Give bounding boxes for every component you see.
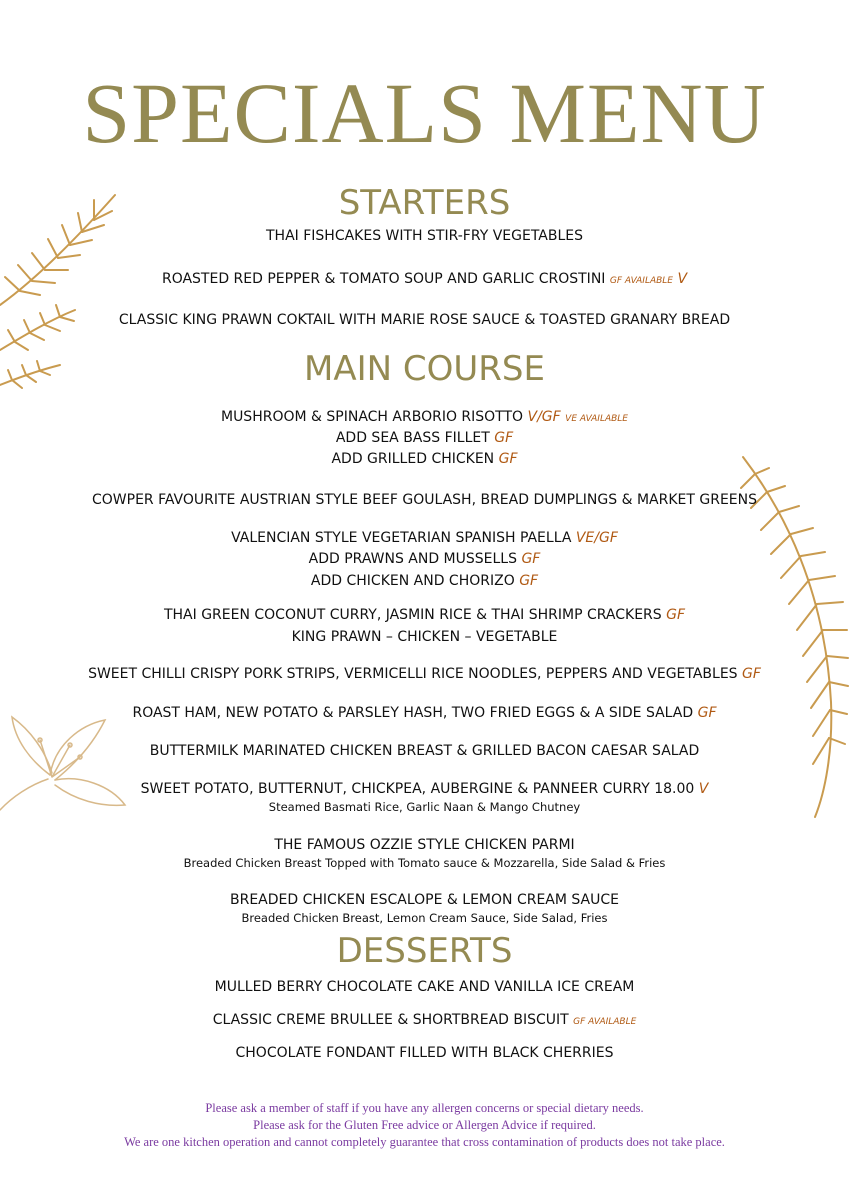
- menu-item: COWPER FAVOURITE AUSTRIAN STYLE BEEF GOULASH, BREAD DUMPLINGS & MARKET GREENS: [91, 492, 757, 508]
- menu-item-description: Breaded Chicken Breast, Lemon Cream Sauce, Side Salad, Fries: [241, 911, 608, 925]
- lily-flower-icon: [0, 705, 130, 815]
- menu-item: CLASSIC CREME BRULLEE & SHORTBREAD BISCUIT GF AVAILABLE: [212, 1012, 637, 1028]
- menu-item: SWEET CHILLI CRISPY PORK STRIPS, VERMICELLI RICE NOODLES, PEPPERS AND VEGETABLES GF: [88, 666, 761, 682]
- menu-item-description: Steamed Basmati Rice, Garlic Naan & Mango Chutney: [268, 800, 581, 814]
- menu-item-description: Breaded Chicken Breast Topped with Tomato sauce & Mozzarella, Side Salad & Fries: [183, 856, 666, 870]
- dietary-tag: GF AVAILABLE: [573, 1017, 637, 1027]
- menu-item: ADD SEA BASS FILLET GF: [335, 430, 514, 446]
- section-heading-main-course: MAIN COURSE: [304, 349, 545, 389]
- menu-item: BUTTERMILK MARINATED CHICKEN BREAST & GRILLED BACON CAESAR SALAD: [149, 743, 700, 759]
- menu-item: CHOCOLATE FONDANT FILLED WITH BLACK CHERRIES: [235, 1045, 614, 1061]
- dietary-tag: GF: [519, 573, 539, 589]
- dietary-tag: GF: [498, 451, 518, 467]
- menu-item: CLASSIC KING PRAWN COKTAIL WITH MARIE ROSE SAUCE & TOASTED GRANARY BREAD: [118, 312, 731, 328]
- menu-item: MULLED BERRY CHOCOLATE CAKE AND VANILLA ICE CREAM: [214, 979, 635, 995]
- dietary-tag: VE/GF: [575, 530, 618, 546]
- dietary-tag: GF: [666, 607, 686, 623]
- dietary-tag: V: [698, 781, 709, 797]
- dietary-tag: GF: [697, 705, 717, 721]
- menu-item: VALENCIAN STYLE VEGETARIAN SPANISH PAELLA VE/GF: [231, 530, 618, 546]
- menu-item: KING PRAWN – CHICKEN – VEGETABLE: [291, 629, 558, 645]
- menu-item: BREADED CHICKEN ESCALOPE & LEMON CREAM SAUCE: [230, 892, 619, 908]
- allergen-notice: We are one kitchen operation and cannot completely guarantee that cross contamination of products does not take place.: [124, 1135, 725, 1149]
- menu-item: ADD GRILLED CHICKEN GF: [331, 451, 518, 467]
- menu-item: MUSHROOM & SPINACH ARBORIO RISOTTO V/GF VE AVAILABLE: [220, 409, 628, 425]
- menu-item: ADD PRAWNS AND MUSSELLS GF: [308, 551, 541, 567]
- section-heading-desserts: DESSERTS: [336, 931, 513, 971]
- menu-item: ADD CHICKEN AND CHORIZO GF: [310, 573, 539, 589]
- dietary-tag: GF AVAILABLE: [609, 276, 673, 286]
- dietary-tag: VE AVAILABLE: [565, 414, 628, 424]
- page-title: SPECIALS MENU: [82, 65, 767, 161]
- dietary-tag: GF: [521, 551, 541, 567]
- dietary-tag: GF: [494, 430, 514, 446]
- allergen-notice: Please ask a member of staff if you have any allergen concerns or special dietary needs.: [205, 1101, 644, 1115]
- menu-item: THAI FISHCAKES WITH STIR-FRY VEGETABLES: [265, 228, 583, 244]
- allergen-notice: Please ask for the Gluten Free advice or Allergen Advice if required.: [253, 1118, 596, 1132]
- menu-item: ROASTED RED PEPPER & TOMATO SOUP AND GARLIC CROSTINI GF AVAILABLE V: [161, 271, 688, 287]
- menu-item: THAI GREEN COCONUT CURRY, JASMIN RICE & THAI SHRIMP CRACKERS GF: [163, 607, 686, 623]
- dietary-tag: GF: [742, 666, 761, 682]
- dietary-tag: V: [677, 271, 688, 287]
- dietary-tag: V/GF: [527, 409, 561, 425]
- menu-item: THE FAMOUS OZZIE STYLE CHICKEN PARMI: [274, 837, 575, 853]
- menu-item: SWEET POTATO, BUTTERNUT, CHICKPEA, AUBERGINE & PANNEER CURRY 18.00 V: [140, 781, 709, 797]
- section-heading-starters: STARTERS: [338, 183, 511, 223]
- menu-item: ROAST HAM, NEW POTATO & PARSLEY HASH, TWO FRIED EGGS & A SIDE SALAD GF: [132, 705, 717, 721]
